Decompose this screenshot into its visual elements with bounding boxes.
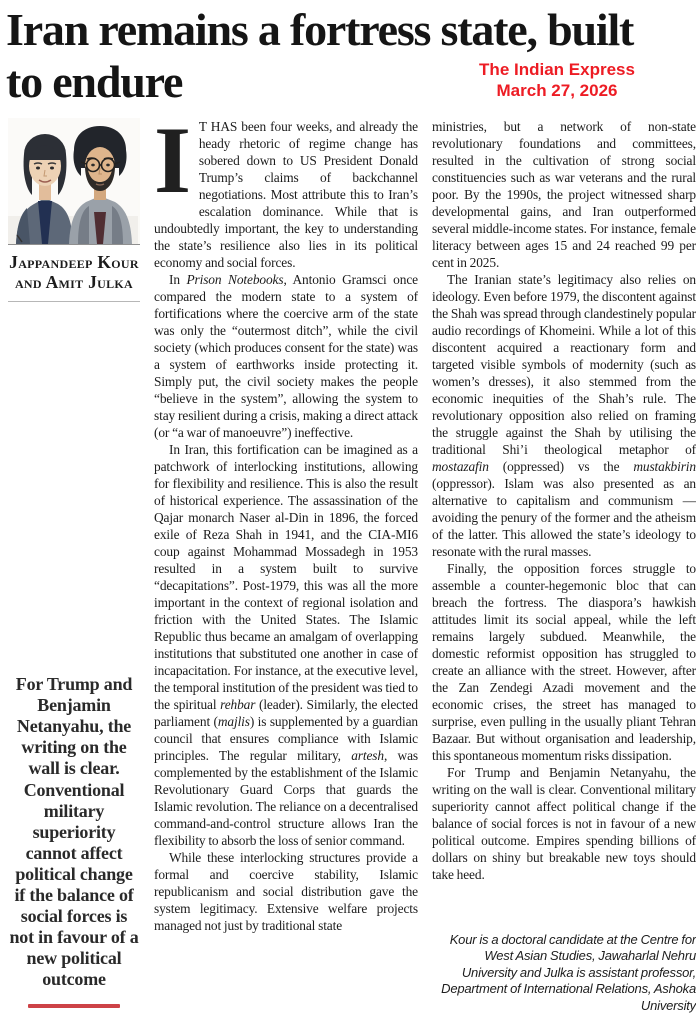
article-paragraph: Finally, the opposition forces struggle to assemble a counter-hegemonic bloc that can breach the fortress. The diaspora’s hawkish attitudes limit its social appeal, while the left remains largely subdued. Meanwhile, the domestic reformist opposition has struggled to create an alliance with the street. However, after the Zan Zendegi Azadi movement and the economic crises, the street has managed to surprise, even pulling in the usually pliant Tehran Bazaar. But without organisation and leadership, this spontaneous momentum risks dissipation. bbox=[432, 561, 696, 763]
article-paragraph: The Iranian state’s legitimacy also relies on ideology. Even before 1979, the discontent against the Shah was spread through clandestinely popular audio recordings of Khomeini. While a lot of this discontent acquired a reactionary form and targeted visible symbols of modernity (such as women’s dresses), it also stemmed from the economic inequities of the Shah’s rule. The revolutionary opposition also relied on framing the struggle against the Shah by utilising the traditional Shi’i theological metaphor of mostazafin (oppressed) vs the mustakbirin (oppressor). Islam was also presented as an alternative to capitalism and communism — avoiding the penury of the former and the atheism of the latter. This allowed the state’s ideology to resonate with the rural masses. bbox=[432, 272, 696, 559]
pull-quote: For Trump and Benjamin Netanyahu, the writing on the wall is clear. Conventional military superiority cannot affect political change if the balance of social forces is not in favour of a new political outcome bbox=[9, 674, 139, 989]
byline-names: Jappandeep Kour and Amit Julka bbox=[8, 245, 140, 302]
article-paragraph: ministries, but a network of non-state revolutionary foundations and committees, resulted in the cultivation of strong social constituencies such as war veterans and the rural poor. By the 1990s, the project witnessed sharp developmental gains, and Iran outperformed several middle-income states. For instance, female literacy between ages 15 and 24 reached 99 per cent in 2025. bbox=[432, 119, 696, 270]
rail-spacer bbox=[8, 302, 140, 674]
author-portrait-illustration bbox=[8, 118, 138, 244]
authors-photo bbox=[8, 118, 140, 245]
article-column-2 bbox=[432, 118, 696, 1018]
article-paragraph: In Prison Notebooks, Antonio Gramsci once compared the modern state to a system of fortifications where the coercive arm of the state was only the “outermost ditch”, while the civil society (which produces consent for the state) was a system of earthworks inside protecting it. Simply put, the civil society makes the people “believe in the system”, allowing the system to stay resilient during a crisis, making a direct attack (or “a war of manoeuvre”) ineffective. bbox=[154, 272, 418, 440]
article-paragraph: For Trump and Benjamin Netanyahu, the writing on the wall is clear. Conventional military superiority cannot affect political change if the balance of social forces is not in favour of a new political outcome. Empires spending billions of dollars on shiny but breakable new toys should take heed. bbox=[432, 765, 696, 882]
article-column-2-text bbox=[432, 118, 696, 926]
article-body bbox=[0, 118, 700, 1018]
publication-credit bbox=[468, 60, 646, 101]
headline: Iran remains a fortress state, built to endure bbox=[6, 4, 634, 107]
article-paragraph: While these interlocking structures provide a formal and coercive stability, Islamic republicanism and social distribution gave the system legitimacy. Extensive welfare projects managed not just by traditional state bbox=[154, 850, 418, 933]
publication-name: The Indian Express bbox=[479, 60, 635, 79]
article-paragraph: I T HAS been four weeks, and already the heady rhetoric of regime change has sobered down to US President Donald Trump’s claims of backchannel negotiations. Most attribute this to Iran’s escalation dominance. While that is undoubtedly important, the key to understanding the state’s resilience also lies in its political economy and social forces. bbox=[154, 118, 418, 270]
article-column-1 bbox=[154, 118, 418, 1018]
publication-date: March 27, 2026 bbox=[496, 80, 618, 100]
drop-cap: I bbox=[154, 118, 191, 213]
article-header bbox=[0, 0, 700, 112]
left-rail bbox=[8, 118, 140, 1018]
author-credit-note: Kour is a doctoral candidate at the Centre for West Asian Studies, Jawaharlal Nehru University and Julka is assistant professor, Department of International Relations, Ashoka University bbox=[441, 931, 696, 1013]
article-paragraph: In Iran, this fortification can be imagined as a patchwork of interlocking institutions, allowing for flexibility and resilience. This is also the result of historical experience. The assassination of the Qajar monarch Naser al-Din in 1896, the forced exile of Reza Shah in 1941, and the CIA-MI6 coup against Mohammad Mossadegh in 1953 resulted in a system built to survive “decapitations”. Post-1979, this was all the more important in the context of regional isolation and friction with the United States. The Islamic Republic thus became an amalgam of overlapping institutions that substituted one another in case of incapacitation. For instance, at the executive level, the temporal institution of the president was tied to the spiritual rehbar (leader). Similarly, the elected parliament (majlis) is supplemented by a guardian council that ensures compliance with Islamic principles. The regular military, artesh, was complemented by the establishment of the Islamic Revolutionary Guard Corps that guards the Islamic revolution. The reliance on a decentralised command-and-control structure allows Iran the flexibility to absorb the loss of senior command. bbox=[154, 442, 418, 848]
pull-quote-rule bbox=[28, 1004, 120, 1008]
